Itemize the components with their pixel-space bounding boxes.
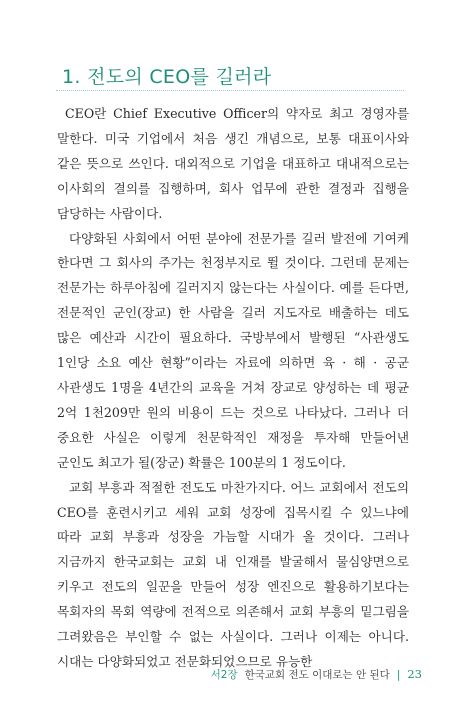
paragraph-3: 교회 부흥과 적절한 전도도 마찬가지다. 어느 교회에서 전도의 CEO를 훈련시키고 세워 교회 성장에 집목시킬 수 있느냐에 따라 교회 부흥과 성장을 가늠할 시대가 올 것이다. 그러나 지금까지 한국교회는 교회 내 인재를 발굴해서 물심양면으로 키우고 전도의 일꾼을 만들어 성장 엔진으로 활용하기보다는 목회자의 목회 역량에 전적으로 의존해서 교회 부흥의 밑그림을 그려왔음은 부인할 수 없는 사실이다. 그러나 이제는 아니다. 시대는 다양화되었고 전문화되었으므로 유능한 xyxy=(57,479,409,669)
paragraph-2: 다양화된 사회에서 어떤 분야에 전문가를 길러 발전에 기여케 한다면 그 회사의 주가는 천정부지로 뛸 것이다. 그런데 문제는 전문가는 하루아침에 길러지지 않는다는 사실이다. 예를 든다면, 전문적인 군인(장교) 한 사람을 길러 지도자로 배출하는 데도 많은 예산과 시간이 필요하다. 국방부에서 발행된 “사관생도 1인당 소요 예산 현황”이라는 자료에 의하면 육 · 해 · 공군 사관생도 1명을 4년간의 교육을 거쳐 장교로 양성하는 데 평균 2억 1천209만 원의 비용이 드는 것으로 나타났다. 그러나 더 중요한 사실은 이렇게 천문학적인 재정을 투자해 만들어낸 군인도 최고가 될(장군) 확률은 100분의 1 정도이다. xyxy=(57,230,409,470)
body-text xyxy=(57,102,409,675)
running-footer xyxy=(211,667,422,682)
heading-divider xyxy=(56,90,404,91)
paragraph-1: CEO란 Chief Executive Officer의 약자로 최고 경영자를 말한다. 미국 기업에서 처음 생긴 개념으로, 보통 대표이사와 같은 뜻으로 쓰인다. 대외적으로 기업을 대표하고 대내적으로는 이사회의 결의를 집행하며, 회사 업무에 관한 결정과 집행을 담당하는 사람이다. xyxy=(57,106,409,221)
footer-title: 한국교회 전도 이대로는 안 된다 xyxy=(244,669,390,681)
footer-separator: | xyxy=(396,669,401,681)
footer-chapter: 서2장 xyxy=(210,669,238,681)
section-heading: 1. 전도의 CEO를 길러라 xyxy=(62,66,272,88)
page-number: 23 xyxy=(407,667,422,681)
